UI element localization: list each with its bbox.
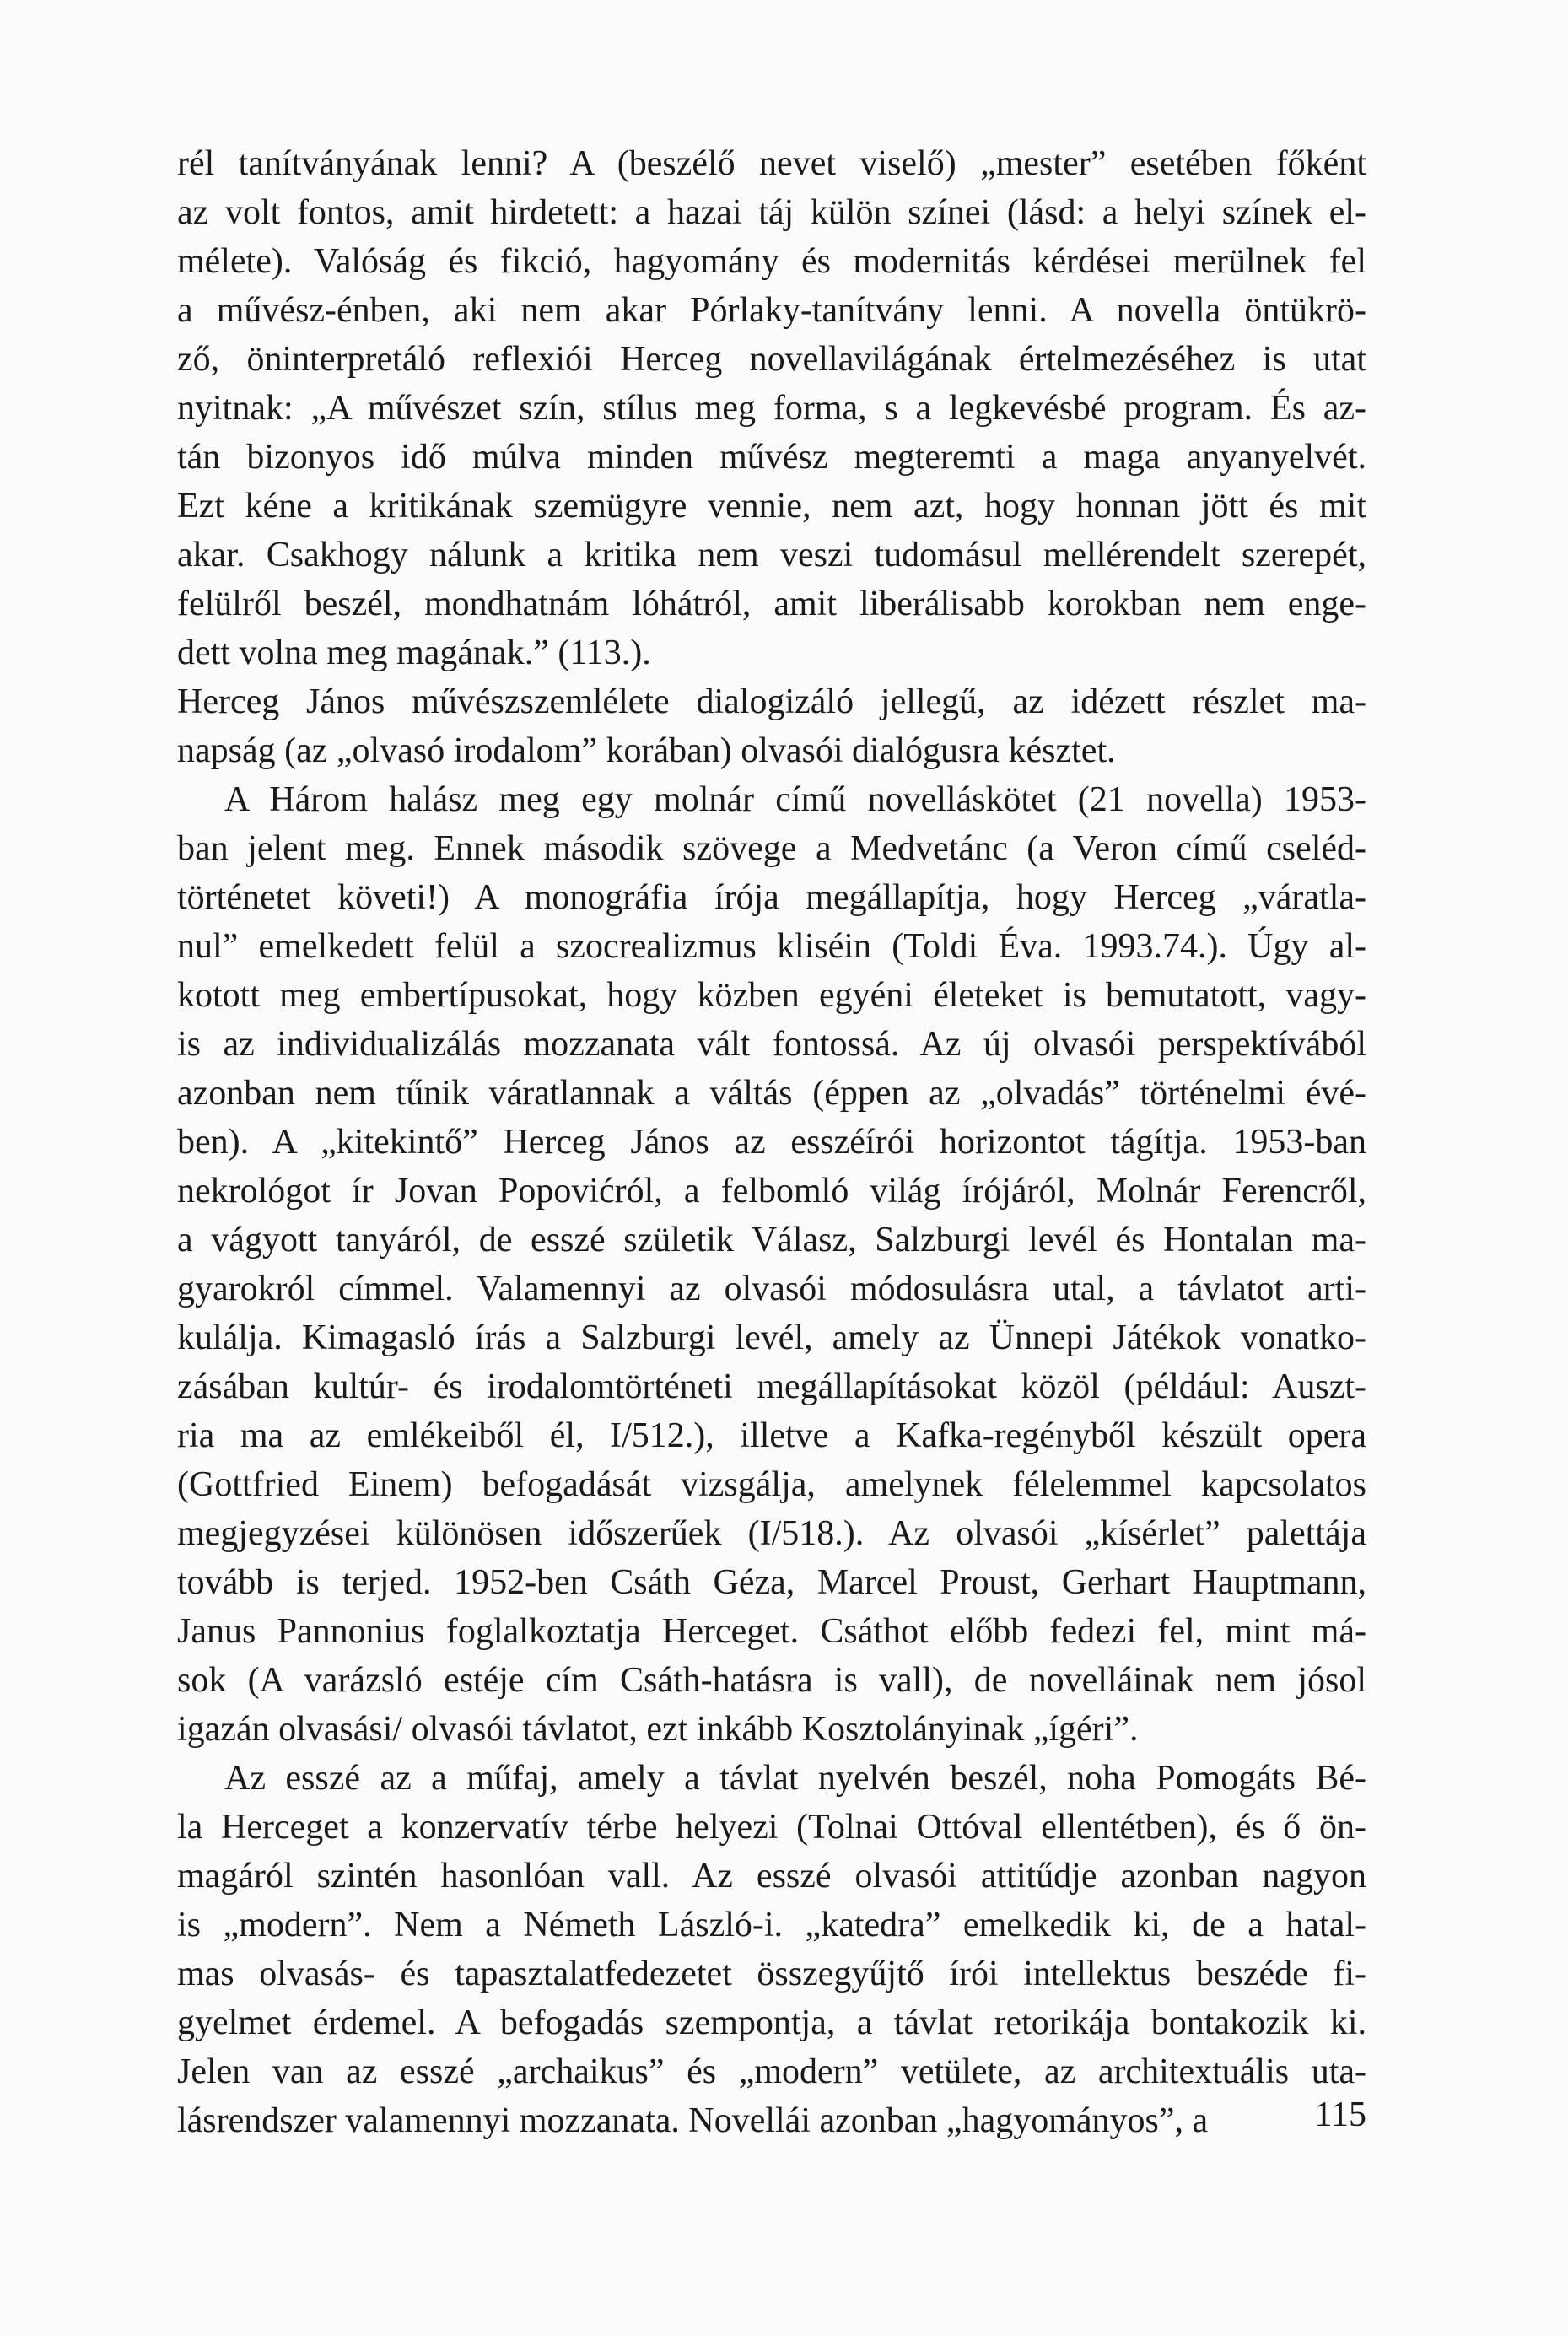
text-line: Az esszé az a műfaj, amely a távlat nyelvén beszél, noha Pomogáts Bé- bbox=[224, 1759, 1366, 1798]
text-line: ző, öninterpretáló reflexiói Herceg novellavilágának értelmezéséhez is utat bbox=[177, 340, 1366, 379]
text-line: gyarokról címmel. Valamennyi az olvasói módosulásra utal, a távlatot arti- bbox=[177, 1270, 1366, 1308]
text-line: akar. Csakhogy nálunk a kritika nem veszi tudomásul mellérendelt szerepét, bbox=[177, 536, 1366, 574]
text-line: tovább is terjed. 1952-ben Csáth Géza, Marcel Proust, Gerhart Hauptmann, bbox=[177, 1563, 1366, 1602]
text-line: nekrológot ír Jovan Popovićról, a felbomló világ írójáról, Molnár Ferencről, bbox=[177, 1172, 1366, 1211]
text-line: gyelmet érdemel. A befogadás szempontja, a távlat retorikája bontakozik ki. bbox=[177, 2003, 1366, 2042]
body-text bbox=[177, 139, 1366, 2145]
text-line: a művész-énben, aki nem akar Pórlaky-tanítvány lenni. A novella öntükrö- bbox=[177, 291, 1366, 330]
text-line: történetet követi!) A monográfia írója megállapítja, hogy Herceg „váratla- bbox=[177, 878, 1366, 917]
text-line: la Herceget a konzervatív térbe helyezi (Tolnai Ottóval ellentétben), és ő ön- bbox=[177, 1808, 1366, 1847]
text-line: is „modern”. Nem a Németh László-i. „katedra” emelkedik ki, de a hatal- bbox=[177, 1906, 1366, 1944]
text-line: Herceg János művészszemlélete dialogizáló jellegű, az idézett részlet ma- bbox=[177, 682, 1366, 721]
text-line: sok (A varázsló estéje cím Csáth-hatásra is vall), de novelláinak nem jósol bbox=[177, 1661, 1366, 1700]
text-line: felülről beszél, mondhatnám lóhátról, amit liberálisabb korokban nem enge- bbox=[177, 585, 1366, 623]
text-line: is az individualizálás mozzanata vált fontossá. Az új olvasói perspektívából bbox=[177, 1025, 1366, 1064]
text-line: tán bizonyos idő múlva minden művész megteremti a maga anyanyelvét. bbox=[177, 438, 1366, 477]
text-line: nul” emelkedett felül a szocrealizmus kliséin (Toldi Éva. 1993.74.). Úgy al- bbox=[177, 927, 1366, 966]
text-line: mas olvasás- és tapasztalatfedezetet összegyűjtő írói intellektus beszéde fi- bbox=[177, 1955, 1366, 1993]
page-number: 115 bbox=[1314, 2095, 1366, 2134]
text-line: a vágyott tanyáról, de esszé születik Válasz, Salzburgi levél és Hontalan ma- bbox=[177, 1221, 1366, 1259]
text-line: ban jelent meg. Ennek második szövege a Medvetánc (a Veron című cseléd- bbox=[177, 829, 1366, 868]
text-line: megjegyzései különösen időszerűek (I/518.). Az olvasói „kísérlet” palettája bbox=[177, 1514, 1366, 1553]
text-line: lásrendszer valamennyi mozzanata. Novellái azonban „hagyományos”, a bbox=[177, 2101, 1209, 2140]
text-line: Janus Pannonius foglalkoztatja Herceget. Csáthot előbb fedezi fel, mint má- bbox=[177, 1612, 1366, 1651]
text-line: ben). A „kitekintő” Herceg János az esszéírói horizontot tágítja. 1953-ban bbox=[177, 1123, 1366, 1162]
text-line: napság (az „olvasó irodalom” korában) olvasói dialógusra késztet. bbox=[177, 731, 1116, 770]
text-line: rél tanítványának lenni? A (beszélő nevet viselő) „mester” esetében főként bbox=[177, 144, 1366, 183]
text-line: Jelen van az esszé „archaikus” és „modern” vetülete, az architextuális uta- bbox=[177, 2052, 1366, 2091]
text-line: zásában kultúr- és irodalomtörténeti megállapításokat közöl (például: Auszt- bbox=[177, 1367, 1366, 1406]
text-line: (Gottfried Einem) befogadását vizsgálja, amelynek félelemmel kapcsolatos bbox=[177, 1465, 1366, 1504]
text-line: kulálja. Kimagasló írás a Salzburgi levél, amely az Ünnepi Játékok vonatko- bbox=[177, 1318, 1366, 1357]
text-line: azonban nem tűnik váratlannak a váltás (éppen az „olvadás” történelmi évé- bbox=[177, 1074, 1366, 1113]
text-line: mélete). Valóság és fikció, hagyomány és modernitás kérdései merülnek fel bbox=[177, 242, 1366, 281]
text-line: A Három halász meg egy molnár című novelláskötet (21 novella) 1953- bbox=[224, 780, 1366, 819]
text-line: dett volna meg magának.” (113.). bbox=[177, 634, 651, 672]
text-line: magáról szintén hasonlóan vall. Az esszé olvasói attitűdje azonban nagyon bbox=[177, 1857, 1366, 1896]
text-line: kotott meg embertípusokat, hogy közben egyéni életeket is bemutatott, vagy- bbox=[177, 976, 1366, 1015]
text-line: ria ma az emlékeiből él, I/512.), illetve a Kafka-regényből készült opera bbox=[177, 1416, 1366, 1455]
text-line: Ezt kéne a kritikának szemügyre vennie, nem azt, hogy honnan jött és mit bbox=[177, 487, 1366, 526]
text-line: nyitnak: „A művészet szín, stílus meg forma, s a legkevésbé program. És az- bbox=[177, 389, 1366, 428]
text-line: az volt fontos, amit hirdetett: a hazai táj külön színei (lásd: a helyi színek el- bbox=[177, 193, 1366, 232]
text-line: igazán olvasási/ olvasói távlatot, ezt inkább Kosztolányinak „ígéri”. bbox=[177, 1710, 1139, 1749]
